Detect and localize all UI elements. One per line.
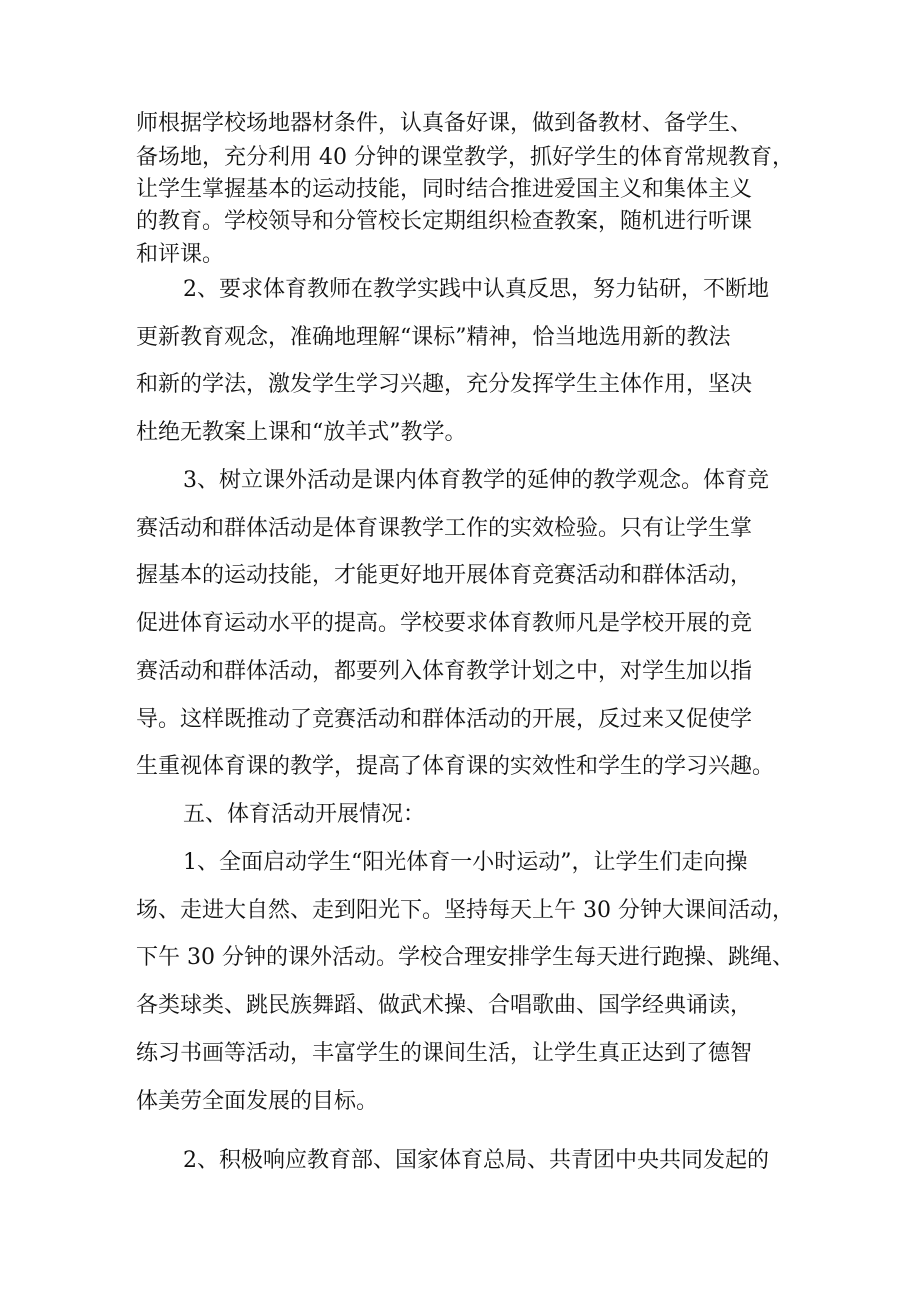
text-line: 2、要求体育教师在教学实践中认真反思，努力钻研，不断地: [183, 277, 769, 302]
text-line: 2、积极响应教育部、国家体育总局、共青团中央共同发起的: [183, 1148, 769, 1173]
text-line: 的教育。学校领导和分管校长定期组织检查教案，随机进行听课: [136, 209, 753, 234]
text-line: 和评课。: [136, 242, 225, 267]
text-line: 更新教育观念，准确地理解“课标”精神，恰当地选用新的教法: [136, 325, 731, 350]
text-line: 让学生掌握基本的运动技能，同时结合推进爱国主义和集体主义: [136, 177, 753, 202]
text-line: 体美劳全面发展的目标。: [136, 1089, 379, 1114]
text-line: 场、走进大自然、走到阳光下。坚持每天上午 30 分钟大课间活动，: [136, 898, 794, 923]
section-heading: 五、体育活动开展情况：: [183, 802, 426, 827]
text-line: 3、树立课外活动是课内体育教学的延伸的教学观念。体育竞: [183, 468, 769, 493]
text-line: 师根据学校场地器材条件，认真备好课，做到备教材、备学生、: [136, 111, 753, 136]
text-line: 赛活动和群体活动是体育课教学工作的实效检验。只有让学生掌: [136, 516, 753, 541]
text-line: 杜绝无教案上课和“放羊式”教学。: [136, 420, 467, 445]
text-line: 握基本的运动技能，才能更好地开展体育竞赛活动和群体活动，: [136, 563, 753, 588]
text-line: 下午 30 分钟的课外活动。学校合理安排学生每天进行跑操、跳绳、: [136, 945, 794, 970]
text-line: 各类球类、跳民族舞蹈、做武术操、合唱歌曲、国学经典诵读，: [136, 993, 753, 1018]
text-line: 和新的学法，激发学生学习兴趣，充分发挥学生主体作用，坚决: [136, 372, 753, 397]
text-line: 练习书画等活动，丰富学生的课间生活，让学生真正达到了德智: [136, 1041, 753, 1066]
text-line: 生重视体育课的教学，提高了体育课的实效性和学生的学习兴趣。: [136, 754, 775, 779]
text-line: 备场地，充分利用 40 分钟的课堂教学，抓好学生的体育常规教育，: [136, 145, 794, 170]
text-line: 赛活动和群体活动，都要列入体育教学计划之中，对学生加以指: [136, 659, 753, 684]
text-line: 导。这样既推动了竞赛活动和群体活动的开展，反过来又促使学: [136, 707, 753, 732]
text-line: 促进体育运动水平的提高。学校要求体育教师凡是学校开展的竞: [136, 611, 753, 636]
text-line: 1、全面启动学生“阳光体育一小时运动”，让学生们走向操: [183, 850, 748, 875]
